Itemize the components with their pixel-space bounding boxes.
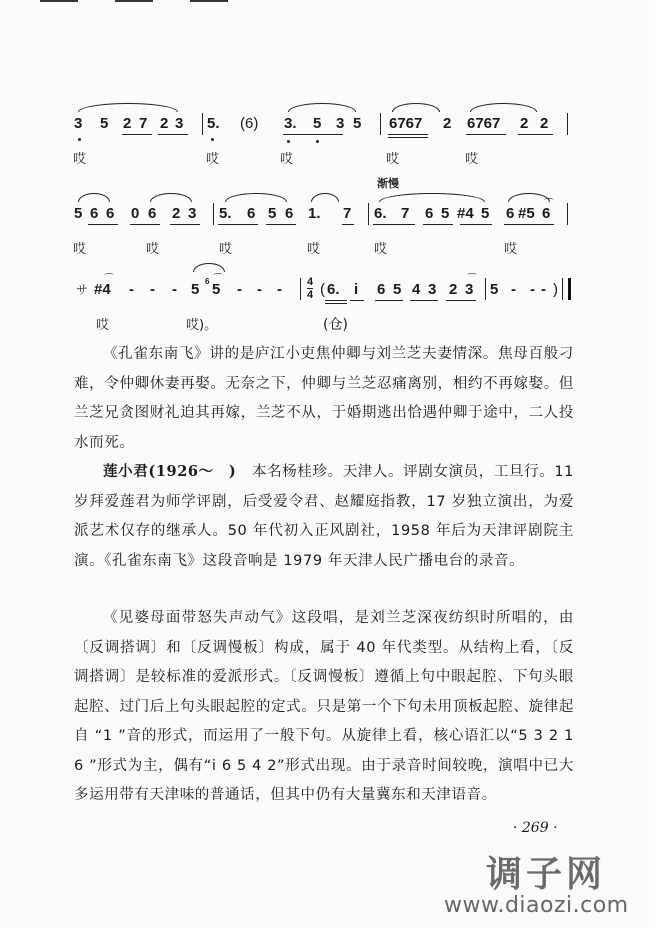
time-signature: 4 4 <box>307 276 314 301</box>
grace-note: 6 <box>205 277 210 286</box>
fermata-icon: ⌒ <box>467 274 477 285</box>
lyric: 哎 <box>73 152 87 167</box>
note: 6. <box>327 281 340 298</box>
lyric: 哎 <box>307 242 321 257</box>
barline <box>567 113 568 135</box>
note: 5 <box>191 281 200 298</box>
note: 2 <box>172 205 181 222</box>
note: 2 <box>449 281 458 298</box>
bio-text: 本名杨桂珍。天津人。评剧女演员，工旦行。11 岁拜爱莲君为师学评剧，后受爱令君、赵耀庭指教，17 岁独立演出，为爱派艺术仅存的继承人。50 年代初入正风剧社，1958 年后为天津评剧院主演。《孔雀东南飞》这段音响是 1979 年天津人民广播电台的录音。 <box>74 464 574 569</box>
note: 5 <box>100 115 109 132</box>
fermata-icon: ⌒ <box>213 274 223 285</box>
note: 6767 <box>467 115 501 132</box>
barline <box>202 113 203 135</box>
scan-edge-line <box>40 0 78 2</box>
note: - <box>237 281 242 298</box>
note: 3 <box>428 281 437 298</box>
note: 4 <box>412 281 421 298</box>
note: 5 <box>268 205 277 222</box>
note: 6 <box>285 205 294 222</box>
fermata-icon: ⌒ <box>104 274 114 285</box>
note: 3 <box>175 115 184 132</box>
note: - <box>541 281 546 298</box>
note: 6. <box>374 205 387 222</box>
bio-heading: 莲小君(1926～ ) <box>103 463 237 480</box>
final-barline <box>562 278 571 300</box>
note: 1. <box>308 205 321 222</box>
barline <box>213 203 214 225</box>
page-number: · 269 · <box>513 820 558 836</box>
note: - <box>530 281 535 298</box>
free-meter-mark: サ <box>76 283 89 297</box>
lyric: 哎 <box>73 242 87 257</box>
lyric: 哎 <box>280 152 294 167</box>
watermark-url: www.diaozi.com <box>444 893 629 918</box>
lyric: 哎 <box>465 152 479 167</box>
note: #4 <box>457 205 474 222</box>
note: - <box>129 281 134 298</box>
note: 6 <box>506 205 515 222</box>
barline <box>485 278 486 300</box>
note: 6 <box>247 205 256 222</box>
note: 6 <box>425 205 434 222</box>
lyric: 哎)。 <box>186 318 218 333</box>
note: 2 <box>160 115 169 132</box>
barline <box>368 203 369 225</box>
lyric: 哎 <box>386 152 400 167</box>
note: 7 <box>139 115 148 132</box>
note: (6) <box>240 115 259 132</box>
note: 5 <box>441 205 450 222</box>
note: 6 <box>542 205 551 222</box>
note: - <box>172 281 177 298</box>
note: 6767 <box>389 115 423 132</box>
note: 3. <box>284 115 297 132</box>
paragraph-biography <box>74 457 574 576</box>
paragraph-synopsis: 《孔雀东南飞》讲的是庐江小吏焦仲卿与刘兰芝夫妻情深。焦母百般刁难，令仲卿休妻再娶。无奈之下，仲卿与兰芝忍痛离别，相约不再嫁娶。但兰芝兄贪图财礼迫其再嫁，兰芝不从，于婚期逃出恰遇仲卿于途中，二人投水而死。 <box>74 346 574 451</box>
lyric: 哎 <box>504 242 518 257</box>
note: - <box>150 281 155 298</box>
note: 6 <box>106 205 115 222</box>
note: 5 <box>481 205 490 222</box>
barline <box>567 203 568 225</box>
scan-edge-line <box>190 0 228 2</box>
fermata-icon: ⌒ <box>544 199 554 210</box>
lyric: 哎 <box>219 242 233 257</box>
note: 5 <box>393 281 402 298</box>
note: 3 <box>336 115 345 132</box>
scan-edge-line <box>115 0 153 2</box>
note: 2 <box>520 115 529 132</box>
note: 6 <box>90 205 99 222</box>
barline <box>300 278 301 300</box>
lyric: 哎 <box>206 152 220 167</box>
barline <box>380 113 381 135</box>
lyric: 哎 <box>374 242 388 257</box>
note: 2 <box>443 115 452 132</box>
note: 5. <box>207 115 220 132</box>
note: 7 <box>401 205 410 222</box>
note: - <box>257 281 262 298</box>
note: 5 <box>353 115 362 132</box>
paragraph-analysis: 《见婆母面带怒失声动气》这段唱，是刘兰芝深夜纺织时所唱的，由〔反调搭调〕和〔反调慢板〕构成，属于 40 年代类型。从结构上看，〔反调搭调〕是较标准的爱派形式。〔反调慢板〕遵循上句中眼起腔、下句头眼起腔、过门后上句头眼起腔的定式。只是第一个下句未用顶板起腔、旋律起自 “1 ”音的形式，而运用了一般下句。从旋律上看，核心语汇以“5 3 2 1 6 ”形式为主，偶有“i 6 5 4 2”形式出现。由于录音时间较晚，演唱中已大多运用带有天津味的普通话，但其中仍有大量冀东和天津语音。 <box>74 610 574 803</box>
lyric: 哎 <box>96 318 110 333</box>
lyric: 哎 <box>146 242 160 257</box>
note: - <box>511 281 516 298</box>
note: 6 <box>148 205 157 222</box>
note: 2 <box>540 115 549 132</box>
note: 5 <box>212 281 221 298</box>
note: - <box>277 281 282 298</box>
note: #4 <box>94 281 111 298</box>
watermark-title: 调子网 <box>486 854 607 895</box>
note: 2 <box>123 115 132 132</box>
note: 5 <box>490 281 499 298</box>
note: 3 <box>74 115 83 132</box>
percussion-mark: (仓) <box>323 317 348 333</box>
note: 3 <box>188 205 197 222</box>
note: 0 <box>131 205 140 222</box>
note: i <box>354 281 359 298</box>
note: 6 <box>377 281 386 298</box>
note: 5. <box>219 205 232 222</box>
note: 5 <box>313 115 322 132</box>
note: 7 <box>343 205 352 222</box>
note: 3 <box>465 281 474 298</box>
tempo-mark: 渐慢 <box>377 177 399 190</box>
note: #5 <box>518 205 535 222</box>
note: 5 <box>74 205 83 222</box>
